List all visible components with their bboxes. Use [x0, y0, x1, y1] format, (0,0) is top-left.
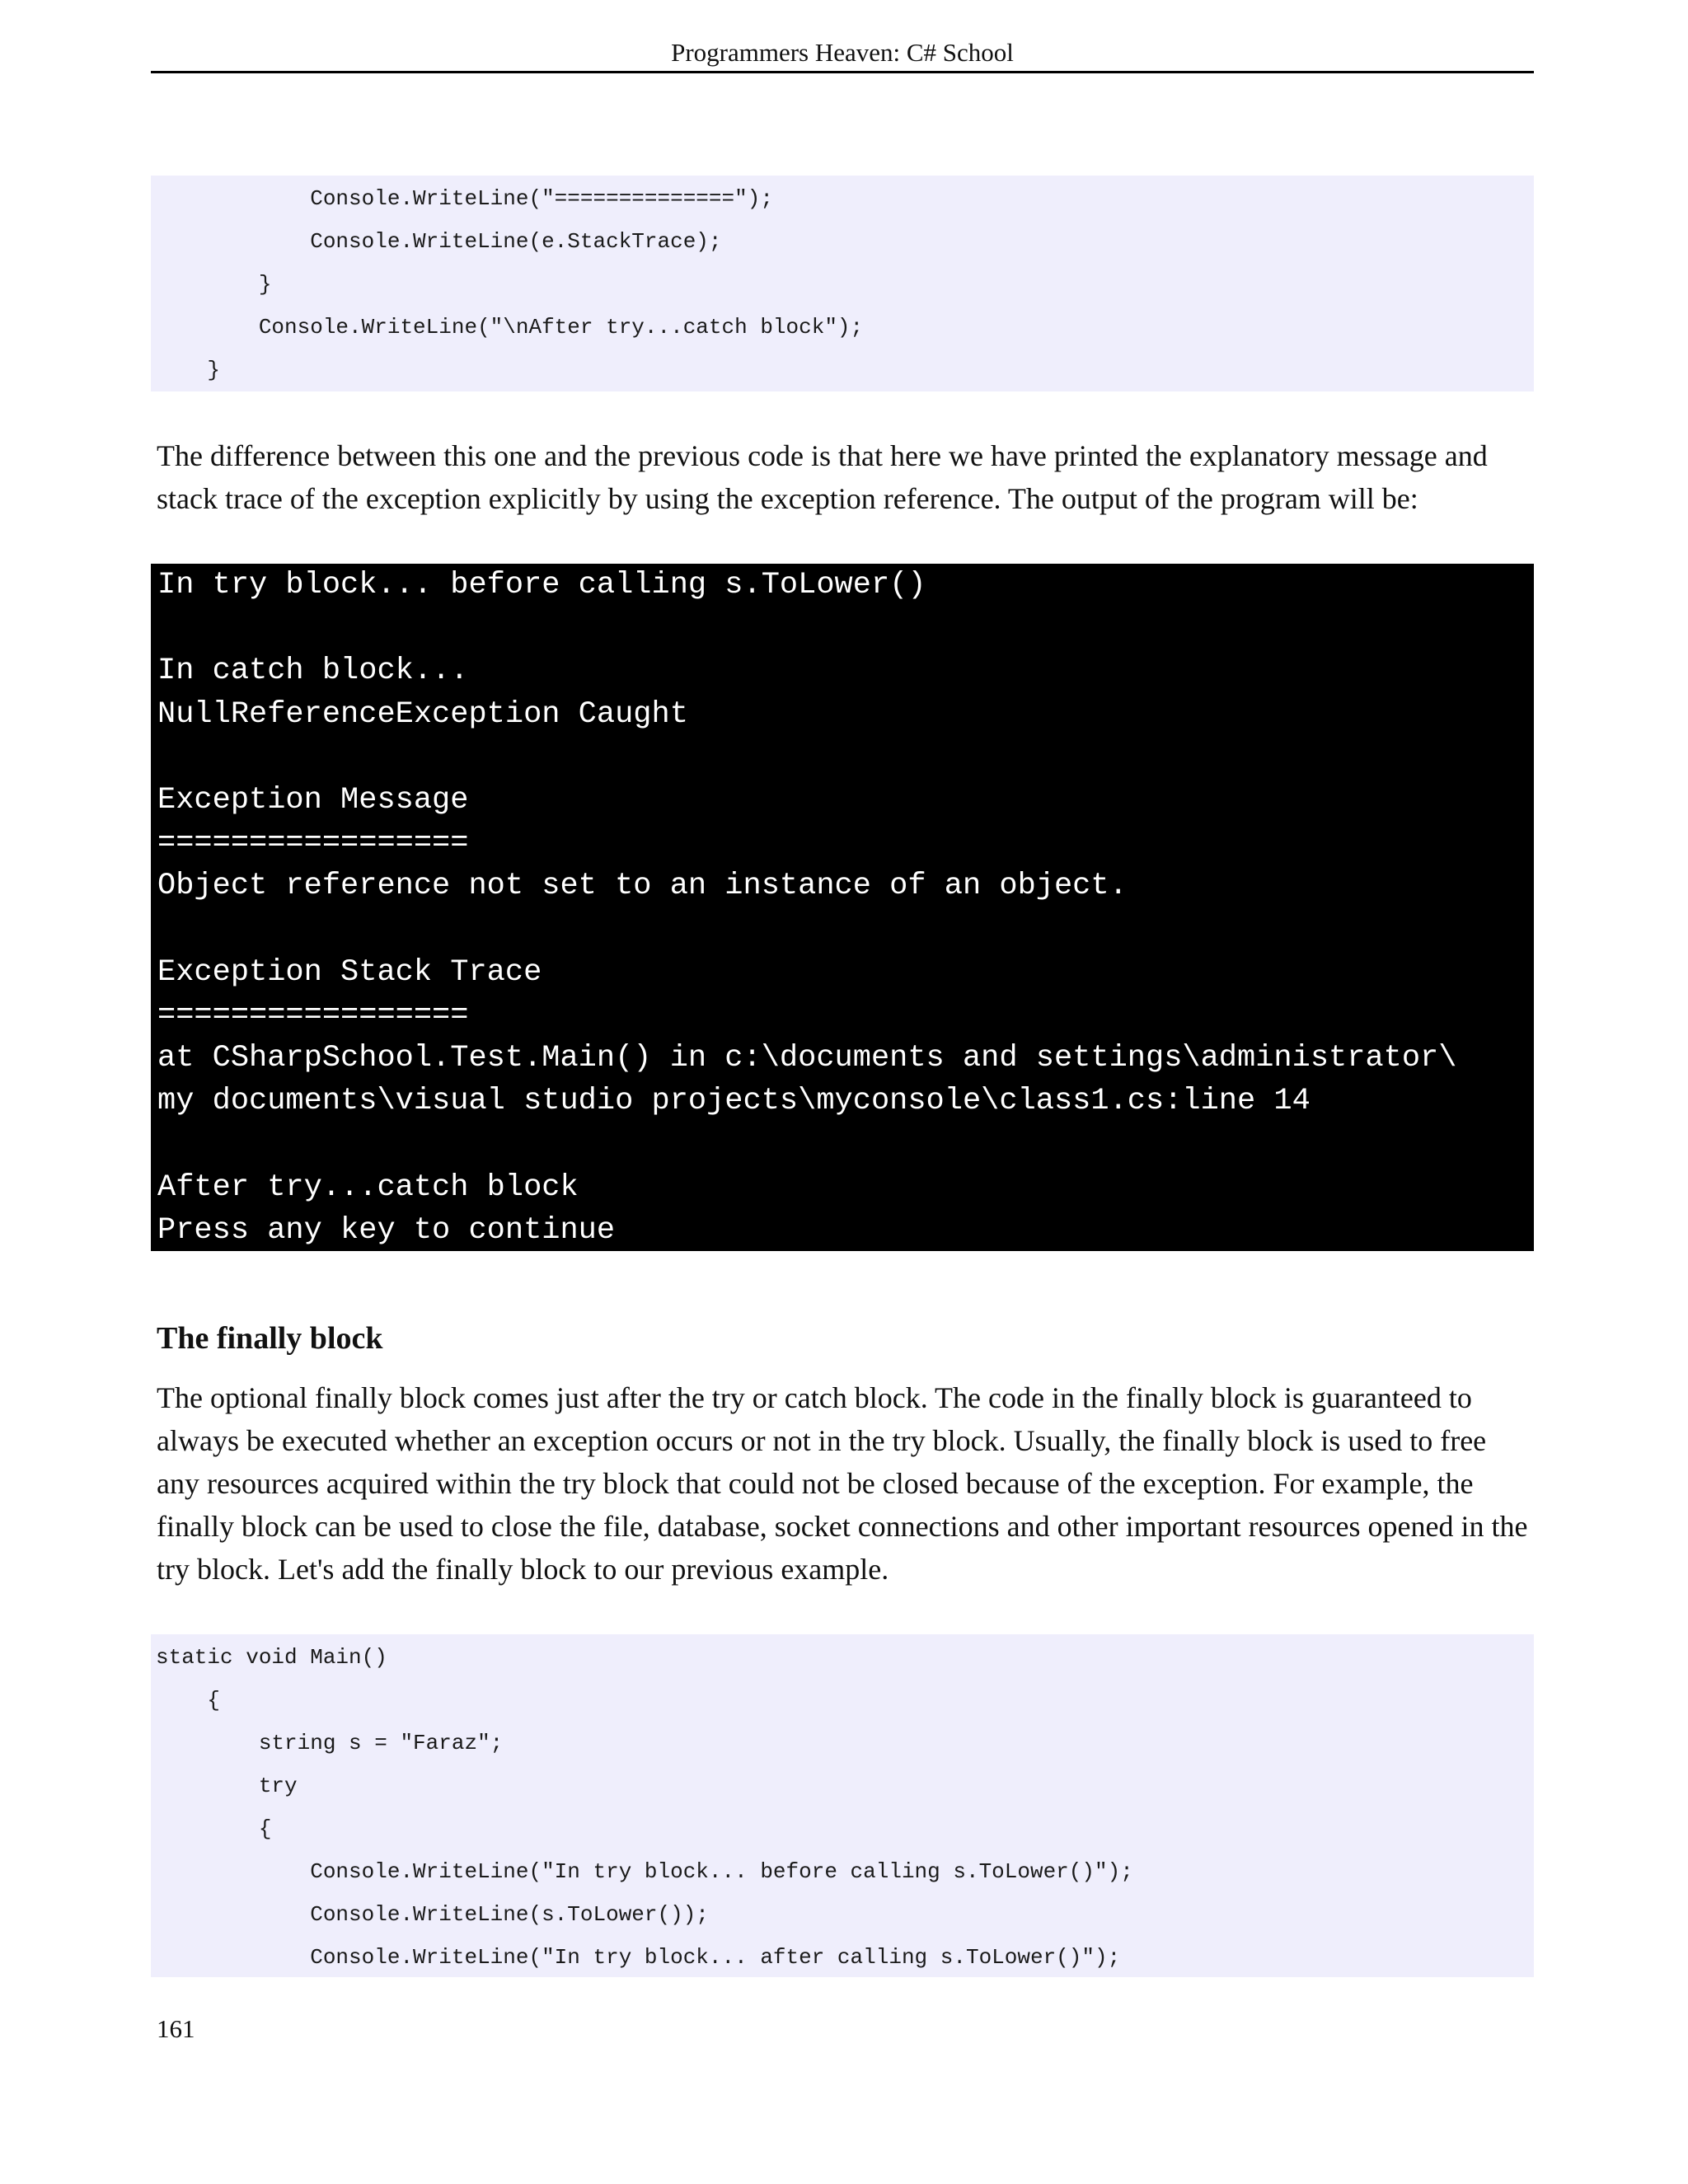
console-output — [151, 564, 1534, 1251]
console-line — [157, 908, 1527, 951]
console-line — [157, 607, 1527, 649]
code-line: static void Main() — [156, 1645, 387, 1670]
code-line: Console.WriteLine(s.ToLower()); — [156, 1902, 709, 1927]
code-block-bottom — [151, 1634, 1534, 1977]
section-paragraph: The optional finally block comes just after the try or catch block. The code in the finally block is guaranteed to always be executed whether an exception occurs or not in the try block. Usually, the finally block is used to free any resources acquired within the try block that could not be closed because of the exception. For example, the finally block can be used to close the file, database, socket connections and other important resources opened in the try block. Let's add the finally block to our previous example. — [157, 1381, 1528, 1586]
code-line: Console.WriteLine(e.StackTrace); — [156, 229, 722, 254]
section-heading: The finally block — [157, 1321, 383, 1356]
code-line: string s = "Faraz"; — [156, 1731, 504, 1755]
code-line: { — [156, 1688, 221, 1713]
console-line: at CSharpSchool.Test.Main() in c:\documents and settings\administrator\ — [157, 1041, 1457, 1076]
body-paragraph: The difference between this one and the previous code is that here we have printed the explanatory message and stack trace of the exception explicitly by using the exception reference. The output of the program will be: — [157, 439, 1488, 515]
console-line: ================= — [157, 826, 469, 861]
console-line: Object reference not set to an instance of an object. — [157, 869, 1128, 904]
console-line: Press any key to continue — [157, 1212, 616, 1248]
console-line: NullReferenceException Caught — [157, 696, 688, 732]
code-line: } — [156, 358, 221, 382]
page-number: 161 — [157, 2014, 195, 2043]
code-line: Console.WriteLine("In try block... after calling s.ToLower()"); — [156, 1945, 1121, 1970]
code-block-top — [151, 176, 1534, 391]
code-line: } — [156, 272, 272, 297]
code-line: Console.WriteLine("In try block... before calling s.ToLower()"); — [156, 1859, 1133, 1884]
console-line: Exception Message — [157, 782, 469, 818]
console-line: After try...catch block — [157, 1169, 579, 1205]
console-line — [157, 1122, 1527, 1165]
code-line: try — [156, 1774, 298, 1798]
page-header: Programmers Heaven: C# School — [151, 35, 1534, 73]
code-line: Console.WriteLine("=============="); — [156, 186, 773, 211]
console-line — [157, 736, 1527, 779]
code-line: { — [156, 1816, 272, 1841]
console-line: ================= — [157, 997, 469, 1033]
console-line: Exception Stack Trace — [157, 954, 542, 990]
console-line: my documents\visual studio projects\myconsole\class1.cs:line 14 — [157, 1084, 1311, 1119]
code-line: Console.WriteLine("\nAfter try...catch block"); — [156, 315, 864, 340]
console-line: In catch block... — [157, 654, 469, 689]
console-line: In try block... before calling s.ToLower() — [157, 568, 926, 602]
